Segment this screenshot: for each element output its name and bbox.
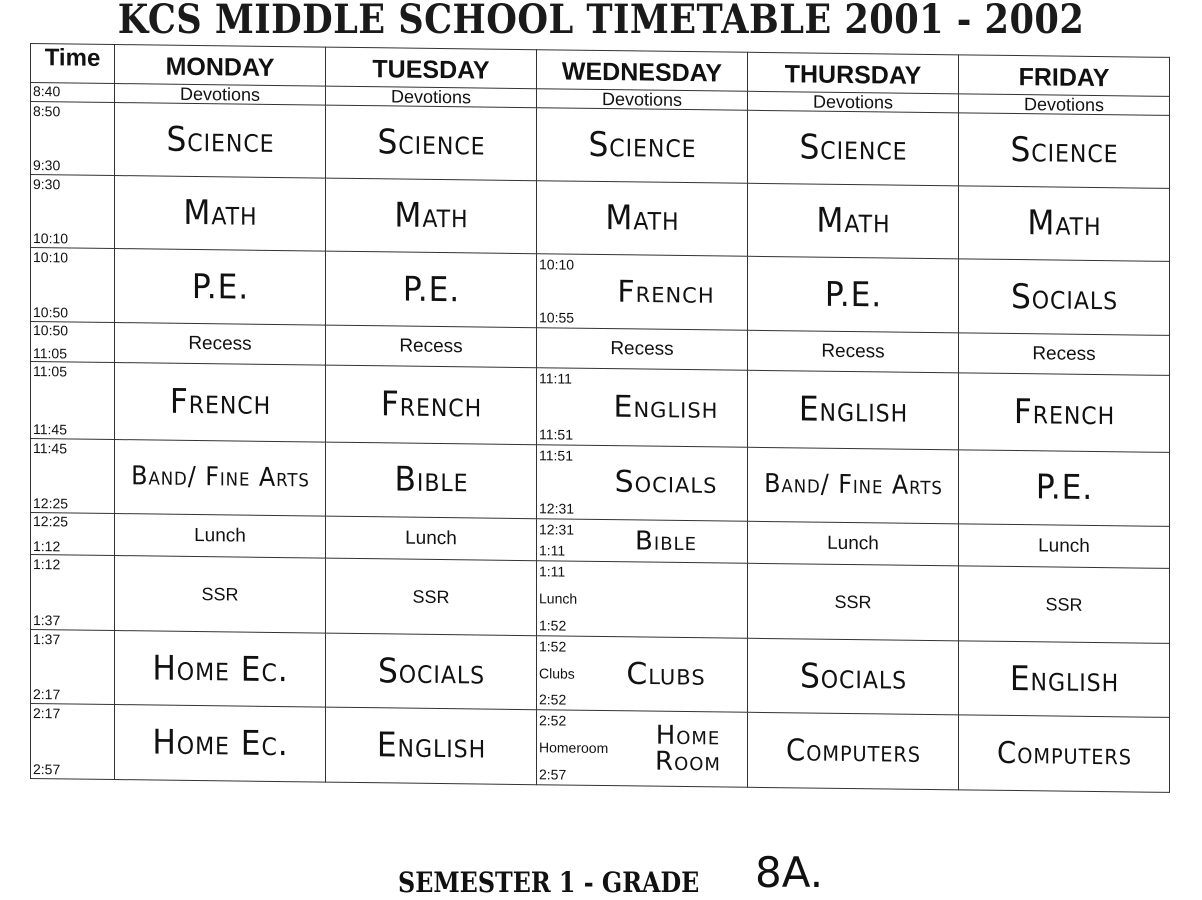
wednesday-end-time: 11:51	[539, 425, 573, 443]
start-time: 10:50	[33, 321, 69, 339]
wednesday-subject: Clubs	[626, 656, 706, 693]
start-time: 1:37	[33, 630, 61, 648]
wednesday-end-time: 2:52	[539, 691, 567, 708]
subject-cell: Lunch	[959, 524, 1170, 569]
subject-cell: Math	[334, 178, 528, 254]
subject-cell: Devotions	[748, 92, 959, 114]
table-row	[31, 102, 1170, 188]
subject-cell: Socials	[334, 633, 528, 710]
subject-cell: Home Ec.	[123, 631, 317, 708]
subject-cell: English	[334, 708, 528, 785]
grade-label: 8A.	[755, 848, 824, 897]
start-time: 10:10	[33, 249, 69, 266]
time-header: Time	[31, 44, 115, 84]
subject-cell: English	[756, 371, 950, 450]
subject-cell: Band/ Fine Arts	[123, 439, 317, 516]
subject-cell: Devotions	[959, 94, 1170, 116]
start-time: 12:25	[33, 513, 69, 530]
subject-cell: Science	[756, 111, 950, 186]
subject-cell: Devotions	[537, 89, 748, 111]
end-time: 9:30	[33, 156, 61, 174]
wednesday-end-time: 10:55	[539, 309, 575, 326]
wednesday-end-time: 12:31	[539, 500, 575, 517]
wednesday-start-time: 2:52	[539, 712, 567, 729]
subject-cell: Recess	[748, 330, 959, 373]
start-time: 11:45	[33, 439, 67, 457]
subject-cell: Home Ec.	[123, 705, 317, 782]
subject-cell: P.E.	[334, 252, 528, 328]
subject-cell: English	[967, 641, 1161, 718]
wednesday-end-time: 1:11	[539, 542, 566, 559]
time-cell	[31, 629, 115, 705]
end-time: 2:17	[33, 686, 61, 703]
subject-cell: Math	[123, 176, 317, 252]
subject-cell: Lunch	[748, 521, 959, 566]
subject-cell: Band/ Fine Arts	[756, 447, 950, 524]
wednesday-start-time: 10:10	[539, 256, 575, 274]
wednesday-cell	[537, 444, 748, 521]
time-cell	[31, 362, 115, 440]
table-row	[31, 248, 1170, 335]
end-time: 11:05	[33, 345, 67, 362]
time-cell	[31, 174, 115, 249]
day-header-thursday: THURSDAY	[748, 52, 959, 94]
time-cell	[31, 102, 115, 176]
subject-cell: Computers	[756, 713, 950, 790]
subject-cell: P.E.	[756, 257, 950, 333]
end-time: 1:12	[33, 538, 61, 555]
subject-cell: P.E.	[967, 450, 1161, 527]
subject-cell: Science	[967, 113, 1161, 188]
subject-cell: Science	[123, 103, 317, 178]
subject-cell: Recess	[537, 328, 748, 371]
wednesday-label: Clubs	[539, 664, 575, 682]
time-cell	[31, 83, 115, 103]
end-time: 10:10	[33, 230, 69, 247]
subject-cell: SSR	[959, 566, 1170, 643]
wednesday-start-time: 1:11	[539, 563, 566, 580]
time-cell	[31, 513, 115, 556]
subject-cell: Lunch	[326, 516, 537, 561]
subject-cell: French	[123, 363, 317, 442]
time-cell	[31, 438, 115, 514]
subject-cell: Science	[545, 108, 739, 183]
start-time: 8:40	[33, 83, 61, 100]
subject-cell: P.E.	[123, 249, 317, 325]
subject-cell: Lunch	[115, 514, 326, 559]
subject-cell: SSR	[115, 556, 326, 633]
time-cell	[31, 704, 115, 780]
wednesday-cell	[537, 710, 748, 787]
end-time: 12:25	[33, 495, 69, 512]
subject-cell: Recess	[959, 333, 1170, 376]
day-header-tuesday: TUESDAY	[326, 47, 537, 89]
wednesday-cell	[537, 368, 748, 447]
subject-cell: Computers	[967, 715, 1161, 792]
subject-cell: Devotions	[326, 86, 537, 108]
day-header-monday: MONDAY	[115, 45, 326, 87]
wednesday-subject: Bible	[635, 526, 697, 557]
wednesday-subject: Home Room	[655, 720, 721, 778]
start-time: 11:05	[33, 363, 67, 380]
wednesday-start-time: 12:31	[539, 521, 575, 538]
start-time: 8:50	[33, 103, 61, 120]
wednesday-start-time: 11:11	[539, 370, 572, 387]
subject-cell: Recess	[326, 325, 537, 368]
timetable	[30, 43, 1170, 793]
subject-cell: Math	[967, 186, 1161, 262]
subject-cell: Science	[334, 106, 528, 181]
wednesday-cell	[537, 636, 748, 713]
wednesday-label: Homeroom	[539, 739, 609, 757]
wednesday-label: Lunch	[539, 590, 578, 607]
subject-cell: Math	[545, 181, 739, 257]
subject-cell: Devotions	[115, 84, 326, 106]
table-row	[31, 555, 1170, 643]
day-header-friday: FRIDAY	[959, 55, 1170, 97]
table-row	[31, 362, 1170, 452]
time-cell	[31, 321, 115, 362]
subject-cell: SSR	[326, 559, 537, 636]
wednesday-subject: Socials	[614, 465, 718, 502]
wednesday-cell	[537, 561, 748, 638]
end-time: 1:37	[33, 611, 61, 629]
wednesday-start-time: 1:52	[539, 638, 567, 655]
time-cell	[31, 555, 115, 631]
start-time: 1:12	[33, 556, 61, 573]
wednesday-cell	[537, 519, 748, 564]
table-row	[31, 704, 1170, 792]
start-time: 2:17	[33, 705, 61, 722]
wednesday-end-time: 2:57	[539, 766, 567, 783]
subject-cell: French	[334, 365, 528, 444]
subject-cell: SSR	[748, 564, 959, 641]
subject-cell: Recess	[115, 322, 326, 365]
table-row	[31, 174, 1170, 261]
semester-footer: SEMESTER 1 - GRADE	[398, 866, 700, 899]
table-row	[31, 629, 1170, 717]
subject-cell: Bible	[334, 442, 528, 519]
end-time: 2:57	[33, 761, 61, 778]
time-cell	[31, 248, 115, 323]
wednesday-end-time: 1:52	[539, 617, 567, 634]
wednesday-cell	[537, 254, 748, 330]
day-header-wednesday: WEDNESDAY	[537, 50, 748, 92]
table-row	[31, 438, 1170, 526]
wednesday-subject: English	[613, 389, 719, 426]
start-time: 9:30	[33, 175, 61, 193]
end-time: 10:50	[33, 303, 69, 321]
subject-cell: Socials	[756, 638, 950, 715]
end-time: 11:45	[33, 420, 67, 438]
wednesday-start-time: 11:51	[539, 446, 573, 464]
subject-cell: Socials	[967, 259, 1161, 335]
timetable-title: KCS MIDDLE SCHOOL TIMETABLE 2001 - 2002	[117, 0, 1085, 43]
subject-cell: Math	[756, 183, 950, 259]
wednesday-subject: French	[617, 274, 715, 311]
subject-cell: French	[967, 373, 1161, 452]
